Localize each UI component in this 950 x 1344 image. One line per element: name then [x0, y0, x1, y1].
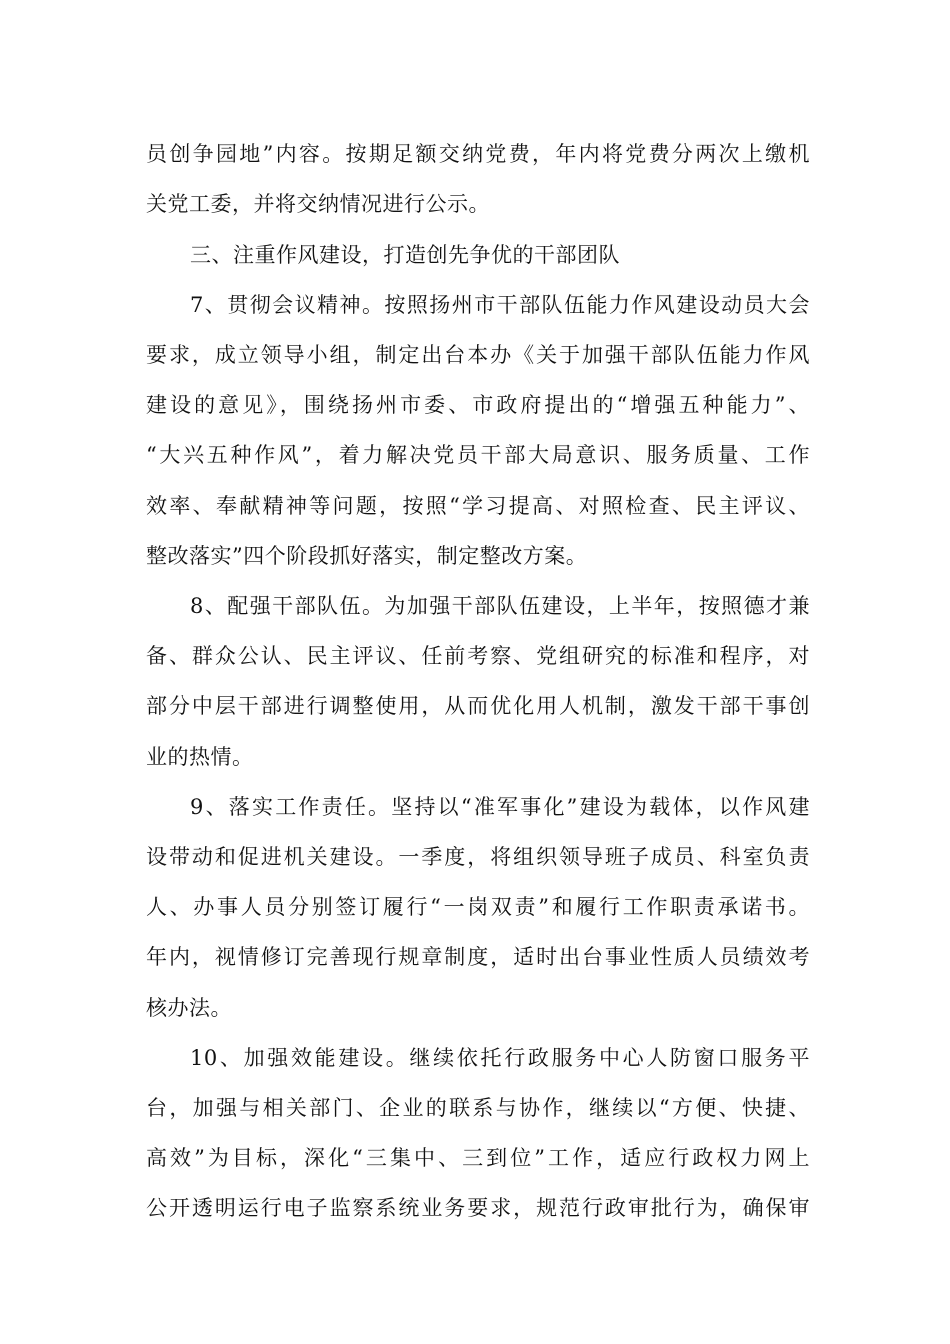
text-line: 高效”为目标，深化“三集中、三到位”工作，适应行政权力网上	[146, 1146, 810, 1170]
text-line: 台，加强与相关部门、企业的联系与协作，继续以“方便、快捷、	[146, 1096, 810, 1120]
text-line: 人、办事人员分别签订履行“一岗双责”和履行工作职责承诺书。	[146, 895, 810, 919]
paragraph-line: 10、加强效能建设。继续依托行政服务中心人防窗口服务平	[190, 1046, 810, 1070]
text-line: 员创争园地”内容。按期足额交纳党费，年内将党费分两次上缴机	[146, 142, 810, 166]
text-line: 效率、奉献精神等问题，按照“学习提高、对照检查、民主评议、	[146, 494, 810, 518]
text-line: 关党工委，并将交纳情况进行公示。	[146, 192, 490, 216]
paragraph-line: 8、配强干部队伍。为加强干部队伍建设，上半年，按照德才兼	[190, 594, 810, 618]
text-line: 部分中层干部进行调整使用，从而优化用人机制，激发干部干事创	[146, 694, 810, 718]
text-line: 设带动和促进机关建设。一季度，将组织领导班子成员、科室负责	[146, 845, 810, 869]
text-line: 要求，成立领导小组，制定出台本办《关于加强干部队伍能力作风	[146, 343, 810, 367]
text-line: “大兴五种作风”，着力解决党员干部大局意识、服务质量、工作	[146, 443, 810, 467]
text-line: 备、群众公认、民主评议、任前考察、党组研究的标准和程序，对	[146, 644, 810, 668]
paragraph-line: 9、落实工作责任。坚持以“准军事化”建设为载体，以作风建	[190, 795, 810, 819]
text-line: 业的热情。	[146, 745, 254, 769]
text-line: 年内，视情修订完善现行规章制度，适时出台事业性质人员绩效考	[146, 945, 810, 969]
text-line: 核办法。	[146, 996, 232, 1020]
text-line: 建设的意见》，围绕扬州市委、市政府提出的“增强五种能力”、	[146, 393, 810, 417]
section-heading: 三、注重作风建设，打造创先争优的干部团队	[190, 243, 620, 267]
text-line: 整改落实”四个阶段抓好落实，制定整改方案。	[146, 544, 588, 568]
text-line: 公开透明运行电子监察系统业务要求，规范行政审批行为，确保审	[146, 1196, 810, 1220]
paragraph-line: 7、贯彻会议精神。按照扬州市干部队伍能力作风建设动员大会	[190, 293, 810, 317]
